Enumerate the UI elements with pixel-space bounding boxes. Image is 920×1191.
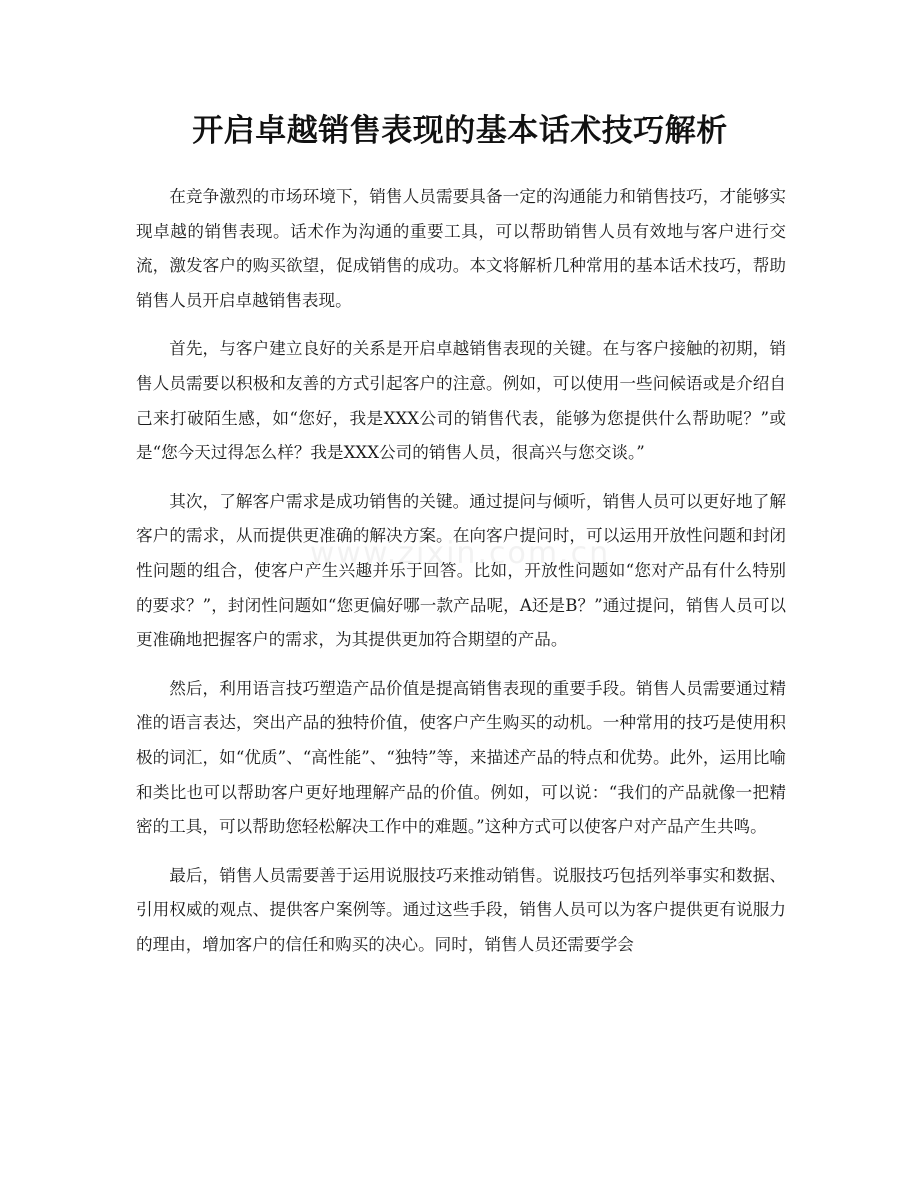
paragraph-first: 首先，与客户建立良好的关系是开启卓越销售表现的关键。在与客户接触的初期，销售人员需要以积极和友善的方式引起客户的注意。例如，可以使用一些问候语或是介绍自己来打破陌生感，如“您好，我是XXX公司的销售代表，能够为您提供什么帮助呢？”或是“您今天过得怎么样？我是XXX公司的销售人员，很高兴与您交谈。” — [136, 339, 786, 463]
paragraph-last: 最后，销售人员需要善于运用说服技巧来推动销售。说服技巧包括列举事实和数据、引用权威的观点、提供客户案例等。通过这些手段，销售人员可以为客户提供更有说服力的理由，增加客户的信任和购买的决心。同时，销售人员还需要学会 — [136, 865, 786, 954]
paragraph-intro: 在竞争激烈的市场环境下，销售人员需要具备一定的沟通能力和销售技巧，才能够实现卓越的销售表现。话术作为沟通的重要工具，可以帮助销售人员有效地与客户进行交流，激发客户的购买欲望，促成销售的成功。本文将解析几种常用的基本话术技巧，帮助销售人员开启卓越销售表现。 — [136, 187, 786, 310]
document-body — [136, 180, 786, 976]
paragraph-second: 其次，了解客户需求是成功销售的关键。通过提问与倾听，销售人员可以更好地了解客户的需求，从而提供更准确的解决方案。在向客户提问时，可以运用开放性问题和封闭性问题的组合，使客户产生兴趣并乐于回答。比如，开放性问题如“您对产品有什么特别的要求？”，封闭性问题如“您更偏好哪一款产品呢，A还是B？”通过提问，销售人员可以更准确地把握客户的需求，为其提供更加符合期望的产品。 — [136, 491, 786, 650]
watermark: www.zixin.com.cn — [309, 536, 611, 571]
paragraph-third: 然后，利用语言技巧塑造产品价值是提高销售表现的重要手段。销售人员需要通过精准的语言表达，突出产品的独特价值，使客户产生购买的动机。一种常用的技巧是使用积极的词汇，如“优质”、“高性能”、“独特”等，来描述产品的特点和优势。此外，运用比喻和类比也可以帮助客户更好地理解产品的价值。例如，可以说：“我们的产品就像一把精密的工具，可以帮助您轻松解决工作中的难题。”这种方式可以使客户对产品产生共鸣。 — [136, 678, 786, 837]
document-title: 开启卓越销售表现的基本话术技巧解析 — [192, 113, 728, 149]
